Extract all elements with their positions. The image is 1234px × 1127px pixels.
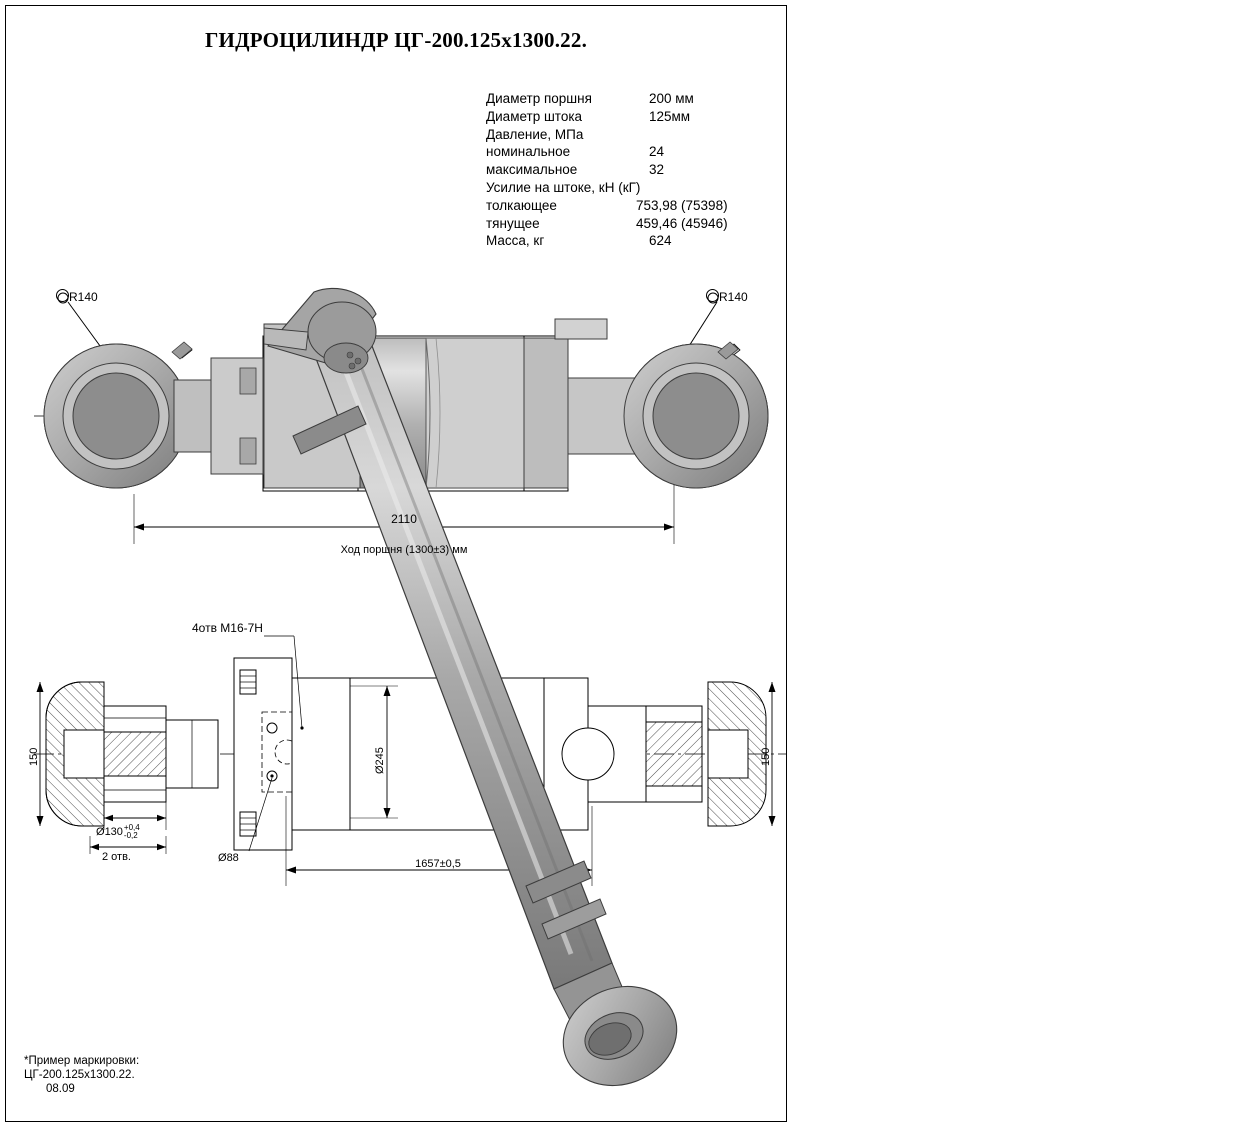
phi-icon: Ø xyxy=(218,852,227,864)
spec-value: 24 xyxy=(649,144,665,160)
spec-value: 125мм xyxy=(649,108,691,124)
spec-label: Масса, кг xyxy=(486,233,545,249)
phi-icon: Ø xyxy=(96,825,105,838)
spec-value: 459,46 (45946) xyxy=(636,215,728,231)
spec-label: номинальное xyxy=(486,144,571,160)
footnote-line1: *Пример маркировки: xyxy=(24,1055,140,1067)
page-title: ГИДРОЦИЛИНДР ЦГ-200.125х1300.22. xyxy=(204,28,588,52)
drawing-frame xyxy=(5,5,787,1122)
marking-footnote xyxy=(24,1054,139,1096)
spec-value: 200 мм xyxy=(649,91,694,106)
label-r140-left xyxy=(56,289,98,304)
spec-label: Диаметр поршня xyxy=(486,91,592,106)
label-d245 xyxy=(374,747,386,774)
label-150-right: 150 xyxy=(760,747,772,766)
spec-value: 753,98 (75398) xyxy=(636,197,728,213)
d130-tol-lower: -0,2 xyxy=(123,831,138,840)
d245-text: 245 xyxy=(374,747,386,766)
cylinder-drawing xyxy=(6,6,786,1121)
dim-stroke: Ход поршня (1300±3) мм xyxy=(340,544,468,556)
d130-text: 130 xyxy=(104,825,123,838)
d130-tol-upper: +0,4 xyxy=(123,823,140,832)
r140-left-text: R140 xyxy=(69,290,98,304)
label-d130 xyxy=(96,824,140,840)
spec-label: Давление, МПа xyxy=(486,126,584,142)
footnote-line3: 08.09 xyxy=(46,1083,75,1095)
dim-2110: 2110 xyxy=(391,512,417,526)
r140-right-text: R140 xyxy=(719,290,748,304)
spec-label: Усилие на штоке, кН (кГ) xyxy=(486,179,641,195)
spec-label: максимальное xyxy=(486,162,578,178)
dim-1657: 1657±0,5 xyxy=(415,858,461,870)
label-2-otv: 2 отв. xyxy=(102,851,131,863)
spec-label: Диаметр штока xyxy=(486,108,583,124)
label-4otv-m16: 4отв М16-7Н xyxy=(192,621,263,635)
phi-icon: Ø xyxy=(374,765,386,774)
label-150-left: 150 xyxy=(28,747,40,766)
radius-symbol-icon xyxy=(706,289,719,302)
spec-value: 32 xyxy=(649,162,665,178)
spec-value: 624 xyxy=(649,233,672,249)
label-d88 xyxy=(218,852,239,864)
footnote-line2: ЦГ-200.125х1300.22. xyxy=(24,1069,135,1081)
spec-label: толкающее xyxy=(486,197,557,213)
label-r140-right xyxy=(706,289,748,304)
radius-symbol-icon xyxy=(56,289,69,302)
spec-label: тянущее xyxy=(486,215,540,231)
d88-text: 88 xyxy=(226,852,239,864)
